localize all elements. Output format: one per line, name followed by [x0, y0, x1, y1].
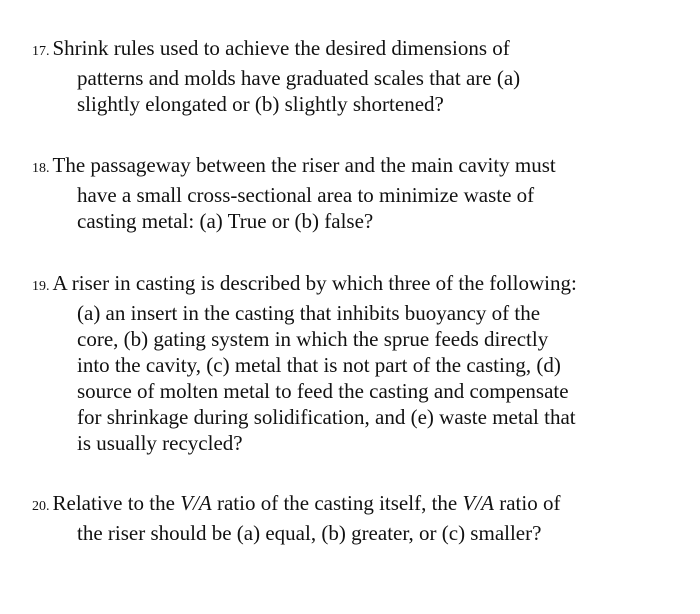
question-text: source of molten metal to feed the casting and compensate — [77, 379, 569, 403]
question-line — [32, 490, 672, 520]
question-text: for shrinkage during solidification, and (e) waste metal that — [77, 405, 576, 429]
question-text: A riser in casting is described by which three of the following: — [52, 271, 577, 295]
question-line — [32, 35, 672, 65]
ratio-term: V/A — [180, 491, 212, 515]
question-number: 20. — [32, 499, 50, 514]
question-text: is usually recycled? — [77, 431, 243, 455]
question-number: 18. — [32, 161, 50, 176]
question-20 — [32, 490, 672, 546]
question-18 — [32, 152, 672, 234]
question-text: patterns and molds have graduated scales that are (a) — [77, 66, 521, 90]
question-number: 17. — [32, 44, 50, 59]
question-text: core, (b) gating system in which the sprue feeds directly — [77, 327, 549, 351]
question-text: casting metal: (a) True or (b) false? — [77, 209, 374, 233]
ratio-term: V/A — [462, 491, 494, 515]
question-text: ratio of the casting itself, the — [211, 491, 463, 515]
question-text: Relative to the — [52, 491, 181, 515]
question-text: Shrink rules used to achieve the desired dimensions of — [52, 36, 510, 60]
question-line — [32, 270, 672, 300]
question-number: 19. — [32, 279, 50, 294]
question-text: have a small cross-sectional area to minimize waste of — [77, 183, 535, 207]
question-text: the riser should be (a) equal, (b) greater, or (c) smaller? — [77, 521, 542, 545]
question-text: (a) an insert in the casting that inhibits buoyancy of the — [77, 301, 541, 325]
question-text: slightly elongated or (b) slightly shortened? — [77, 92, 444, 116]
question-19 — [32, 270, 672, 456]
question-17 — [32, 35, 672, 117]
question-text: ratio of — [493, 491, 561, 515]
question-text: The passageway between the riser and the main cavity must — [52, 153, 556, 177]
question-text: into the cavity, (c) metal that is not part of the casting, (d) — [77, 353, 561, 377]
question-line — [32, 152, 672, 182]
